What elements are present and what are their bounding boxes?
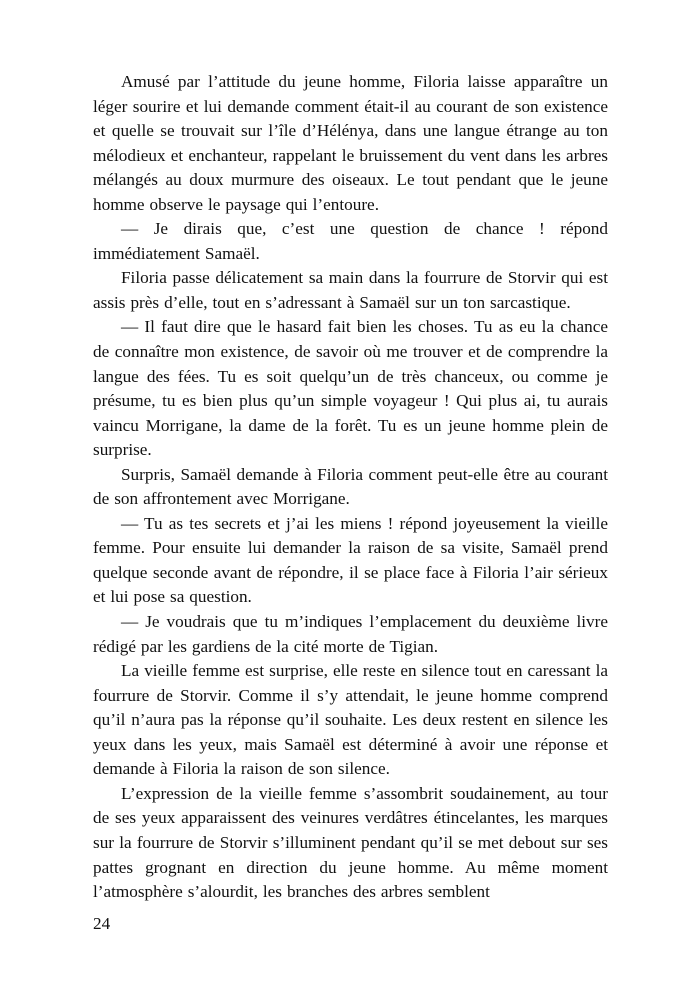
paragraph: Amusé par l’attitude du jeune homme, Filoria laisse apparaître un léger sourire et lui demande comment était-il au courant de son existence et quelle se trouvait sur l’île d’Hélénya, dans une langue étrange au ton mélodieux et enchanteur, rappelant le bruissement du vent dans les arbres mélangés au doux murmure des oiseaux. Le tout pendant que le jeune homme observe le paysage qui l’entoure. <box>93 72 608 214</box>
paragraph: Surpris, Samaël demande à Filoria comment peut-elle être au courant de son affrontement avec Morrigane. <box>93 464 608 509</box>
page-number: 24 <box>93 914 111 933</box>
paragraph: — Je voudrais que tu m’indiques l’emplacement du deuxième livre rédigé par les gardiens de la cité morte de Tigian. <box>93 612 608 656</box>
paragraph: — Il faut dire que le hasard fait bien les choses. Tu as eu la chance de connaître mon existence, de savoir où me trouver et de comprendre la langue des fées. Tu es soit quelqu’un de très chanceux, ou comme je présume, tu es bien plus qu’un simple voyageur ! Qui plus ai, tu aurais vaincu Morrigane, la dame de la forêt. Tu es un jeune homme plein de surprise. <box>93 317 608 460</box>
paragraph: L’expression de la vieille femme s’assombrit soudainement, au tour de ses yeux apparaissent des veinures verdâtres étincelantes, les marques sur la fourrure de Storvir s’illuminent pendant qu’il se met debout sur ses pattes grognant en direction du jeune homme. Au même moment l’atmosphère s’alourdit, les branches des arbres semblent <box>93 783 608 902</box>
paragraph: — Je dirais que, c’est une question de chance ! répond immédiatement Samaël. <box>93 219 608 263</box>
paragraph: Filoria passe délicatement sa main dans la fourrure de Storvir qui est assis près d’elle, tout en s’adressant à Samaël sur un ton sarcastique. <box>93 268 608 312</box>
paragraph: — Tu as tes secrets et j’ai les miens ! répond joyeusement la vieille femme. Pour ensuite lui demander la raison de sa visite, Samaël prend quelque seconde avant de répondre, il se place face à Filoria l’air sérieux et lui pose sa question. <box>93 513 608 607</box>
page-text <box>93 70 608 905</box>
paragraph: La vieille femme est surprise, elle reste en silence tout en caressant la fourrure de Storvir. Comme il s’y attendait, le jeune homme comprend qu’il n’aura pas la réponse qu’il souhaite. Les deux restent en silence les yeux dans les yeux, mais Samaël est déterminé à avoir une réponse et demande à Filoria la raison de son silence. <box>93 661 608 779</box>
